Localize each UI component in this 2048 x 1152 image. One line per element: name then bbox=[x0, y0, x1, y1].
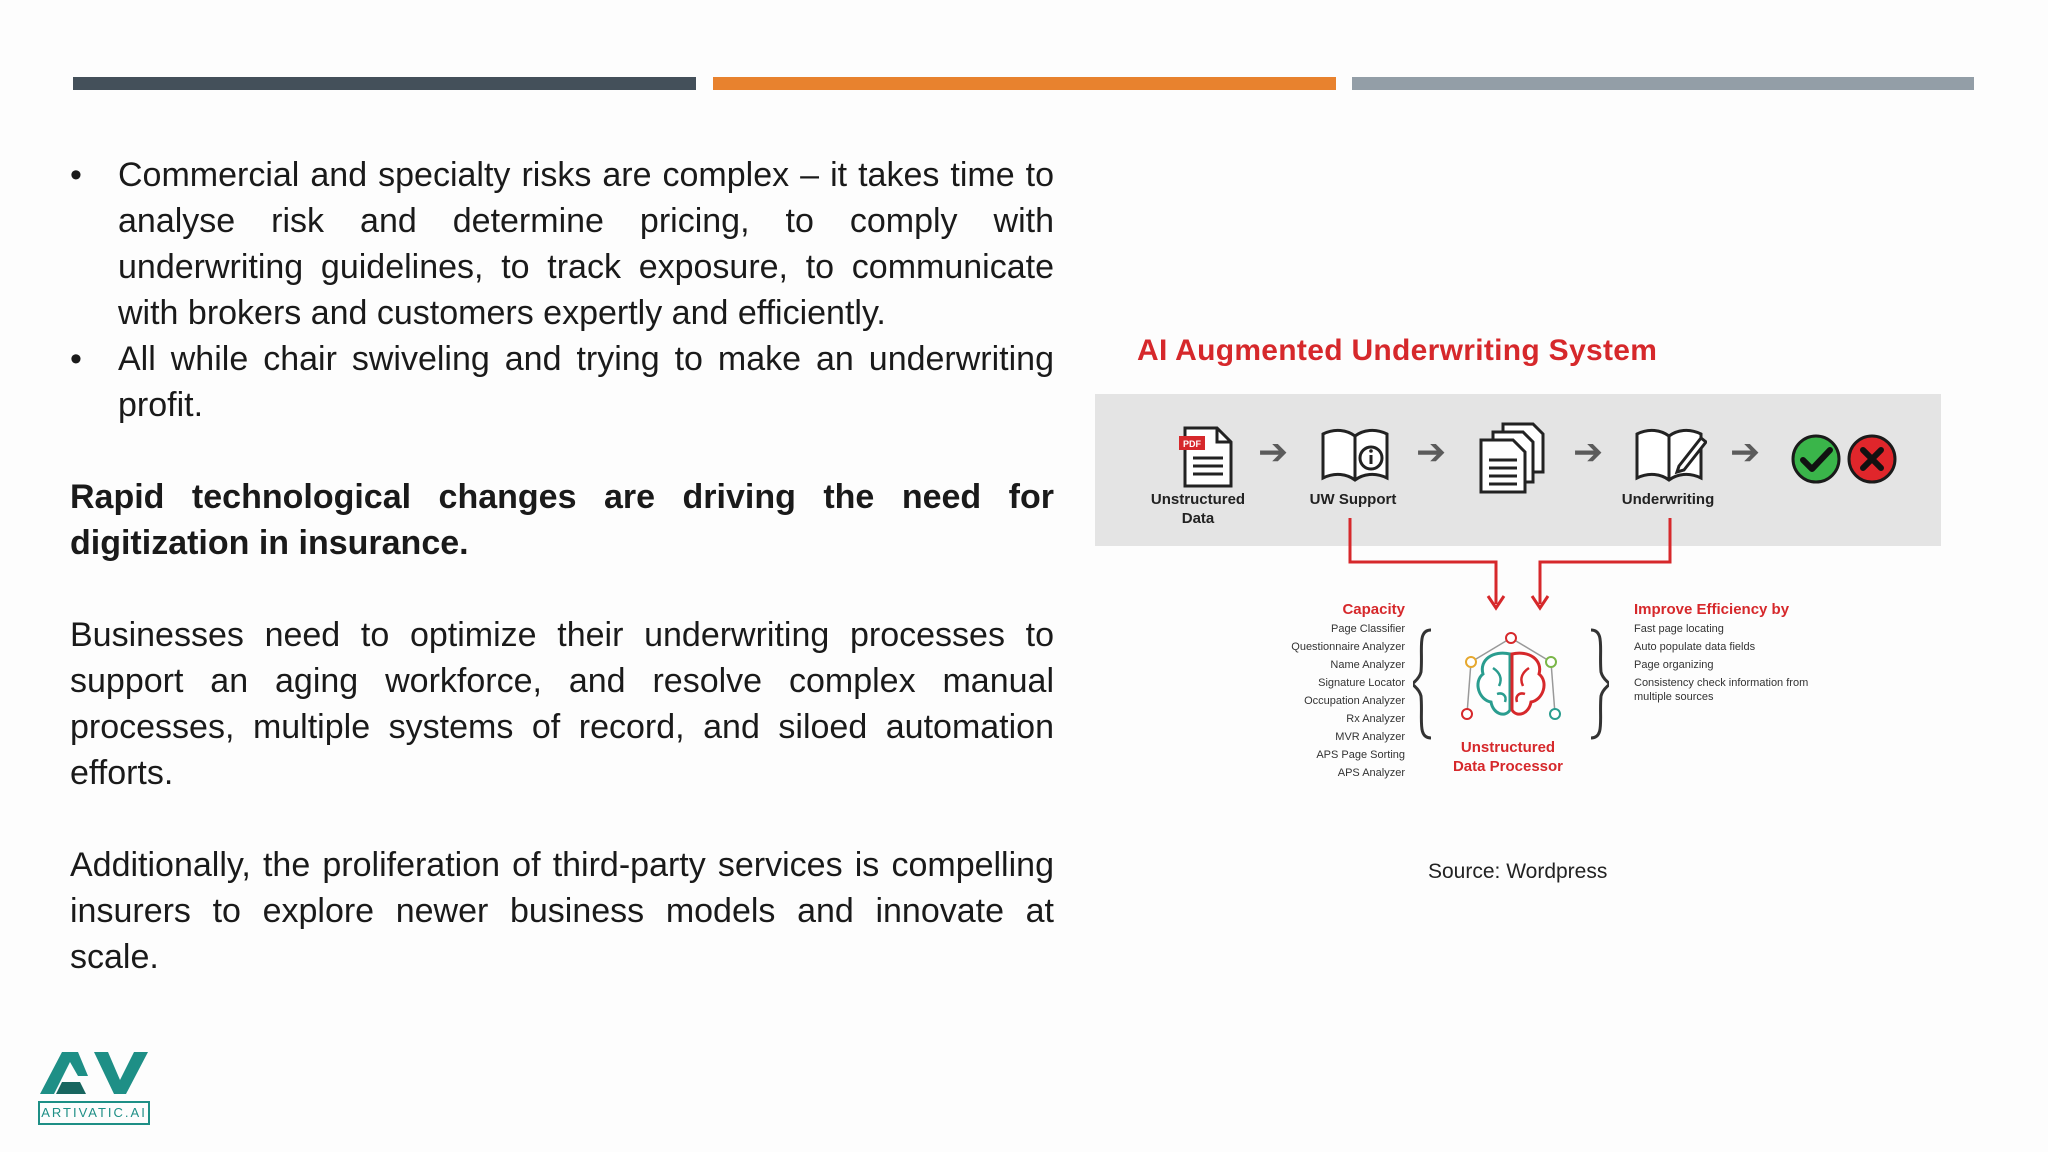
capacity-item: Questionnaire Analyzer bbox=[1291, 641, 1405, 653]
efficiency-item: Consistency check information from multiple sources bbox=[1634, 677, 1809, 703]
efficiency-title: Improve Efficiency by bbox=[1634, 601, 1790, 618]
bullet-item bbox=[70, 152, 1054, 336]
artivatic-logo bbox=[38, 1050, 150, 1125]
capacity-item: Rx Analyzer bbox=[1346, 713, 1405, 725]
step-underwriting: Underwriting bbox=[1621, 491, 1715, 508]
bullet-text: All while chair swiveling and trying to make an underwriting profit. bbox=[118, 340, 1054, 424]
bullet-item bbox=[70, 336, 1054, 428]
capacity-list bbox=[1291, 600, 1405, 782]
arrow-right-icon: ➔ bbox=[1258, 431, 1289, 472]
bullet-dot: • bbox=[70, 340, 82, 378]
header-bar-orange bbox=[713, 77, 1336, 90]
arrow-right-icon: ➔ bbox=[1416, 431, 1447, 472]
av-logo-mark bbox=[38, 1050, 150, 1094]
capacity-item: MVR Analyzer bbox=[1335, 731, 1405, 743]
body-text bbox=[70, 152, 1054, 980]
capacity-item: Page Classifier bbox=[1331, 623, 1405, 635]
capacity-item: Name Analyzer bbox=[1330, 659, 1405, 671]
image-source-caption: Source: Wordpress bbox=[1428, 860, 1608, 883]
pdf-badge: PDF bbox=[1183, 439, 1201, 449]
step-uw-support: UW Support bbox=[1309, 491, 1397, 508]
diagram-title: AI Augmented Underwriting System bbox=[1137, 334, 1658, 367]
brain-processor-icon bbox=[1413, 622, 1609, 742]
capacity-item: APS Page Sorting bbox=[1316, 749, 1405, 761]
capacity-item: Signature Locator bbox=[1318, 677, 1405, 689]
connector-arrows bbox=[1093, 318, 1941, 638]
bullet-dot: • bbox=[70, 156, 82, 194]
paragraph-businesses: Businesses need to optimize their underwriting processes to support an aging workforce, and resolve complex manual processes, multiple systems of record, and siloed automation efforts. bbox=[70, 616, 1054, 792]
arrow-right-icon: ➔ bbox=[1573, 431, 1604, 472]
header-bar-gray bbox=[1352, 77, 1974, 90]
header-bar-dark bbox=[73, 77, 696, 90]
capacity-item: Occupation Analyzer bbox=[1304, 695, 1405, 707]
paragraph-additionally: Additionally, the proliferation of third-party services is compelling insurers to explore newer business models and innovate at scale. bbox=[70, 846, 1054, 976]
logo-wordmark: ARTIVATIC.AI bbox=[38, 1101, 150, 1125]
underwriting-diagram bbox=[1093, 318, 1941, 808]
capacity-title: Capacity bbox=[1342, 601, 1405, 618]
key-statement: Rapid technological changes are driving the need for digitization in insurance. bbox=[70, 478, 1054, 562]
arrow-right-icon: ➔ bbox=[1730, 431, 1761, 472]
bullet-text: Commercial and specialty risks are complex – it takes time to analyse risk and determine pricing, to comply with underwriting guidelines, to track exposure, to communicate with brokers and customers expertly and efficiently. bbox=[118, 156, 1054, 332]
bullet-list bbox=[70, 152, 1054, 428]
processor-label: Unstructured Data Processor bbox=[1452, 739, 1564, 775]
step-unstructured-data: Unstructured Data bbox=[1150, 491, 1246, 527]
efficiency-item: Auto populate data fields bbox=[1634, 641, 1756, 653]
capacity-item: APS Analyzer bbox=[1337, 767, 1405, 779]
efficiency-item: Page organizing bbox=[1634, 659, 1714, 671]
efficiency-item: Fast page locating bbox=[1634, 623, 1724, 635]
efficiency-list bbox=[1634, 600, 1814, 704]
